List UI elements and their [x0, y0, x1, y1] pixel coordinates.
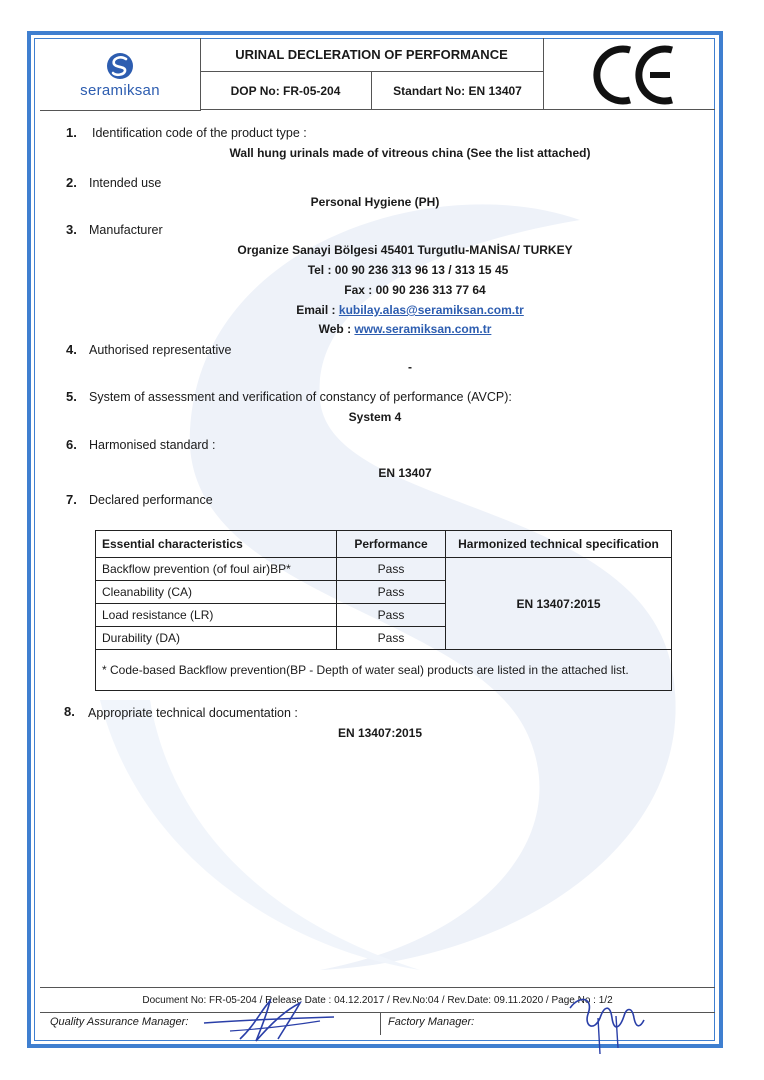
signature-divider: [380, 1013, 381, 1035]
item-2-value: Personal Hygiene (PH): [310, 195, 440, 209]
ce-cell: [544, 38, 715, 110]
col-header-specification: Harmonized technical specification: [446, 531, 672, 558]
manufacturer-email-line: [240, 303, 580, 317]
manufacturer-web-line: [270, 322, 540, 336]
table-footnote: * Code-based Backflow prevention(BP - Depth of water seal) products are listed in the attached list.: [96, 650, 672, 691]
factory-manager-signature: [560, 988, 650, 1058]
company-logo: [62, 52, 178, 100]
item-5-label: System of assessment and verification of constancy of performance (AVCP):: [89, 390, 512, 404]
item-1-number: 1.: [66, 125, 77, 140]
col-header-characteristic: Essential characteristics: [96, 531, 337, 558]
col-header-performance: Performance: [337, 531, 446, 558]
item-8-label: Appropriate technical documentation :: [88, 706, 298, 720]
item-8-value: EN 13407:2015: [337, 726, 423, 740]
table-row: [96, 558, 672, 581]
performance-table: [95, 530, 672, 691]
row-4-characteristic: Durability (DA): [96, 627, 337, 650]
item-4-number: 4.: [66, 342, 77, 357]
item-7-label: Declared performance: [89, 493, 213, 507]
row-3-characteristic: Load resistance (LR): [96, 604, 337, 627]
row-2-characteristic: Cleanability (CA): [96, 581, 337, 604]
item-6-number: 6.: [66, 437, 77, 452]
item-5-number: 5.: [66, 389, 77, 404]
item-4-label: Authorised representative: [89, 343, 232, 357]
web-link[interactable]: www.seramiksan.com.tr: [354, 322, 492, 336]
row-1-characteristic: Backflow prevention (of foul air)BP*: [96, 558, 337, 581]
manufacturer-tel: Tel : 00 90 236 313 96 13 / 313 15 45: [307, 263, 509, 277]
specification-cell: EN 13407:2015: [446, 558, 672, 650]
logo-wordmark: seramiksan: [80, 82, 160, 99]
document-title: URINAL DECLERATION OF PERFORMANCE: [200, 38, 544, 72]
row-3-performance: Pass: [337, 604, 446, 627]
ce-mark-icon: [592, 42, 682, 106]
row-1-performance: Pass: [337, 558, 446, 581]
email-link[interactable]: kubilay.alas@seramiksan.com.tr: [338, 303, 524, 317]
item-1-value: Wall hung urinals made of vitreous china (See the list attached): [229, 146, 591, 160]
item-2-label: Intended use: [89, 176, 162, 190]
item-3-label: Manufacturer: [89, 223, 163, 237]
item-1-label: Identification code of the product type :: [92, 126, 307, 140]
logo-emblem-icon: [104, 52, 136, 80]
item-2-number: 2.: [66, 175, 77, 190]
table-header-row: [96, 531, 672, 558]
standard-number: Standart No: EN 13407: [372, 72, 544, 110]
dop-number: DOP No: FR-05-204: [200, 72, 372, 110]
document-info-line: Document No: FR-05-204 / Release Date : 04.12.2017 / Rev.No:04 / Rev.Date: 09.11.2020 / Page No : 1/2: [40, 987, 715, 1013]
item-8-number: 8.: [64, 704, 75, 719]
manufacturer-fax: Fax : 00 90 236 313 77 64: [344, 283, 486, 297]
row-4-performance: Pass: [337, 627, 446, 650]
item-7-number: 7.: [66, 492, 77, 507]
item-3-number: 3.: [66, 222, 77, 237]
row-2-performance: Pass: [337, 581, 446, 604]
manufacturer-address: Organize Sanayi Bölgesi 45401 Turgutlu-MANİSA/ TURKEY: [237, 243, 573, 257]
table-note-row: [96, 650, 672, 691]
email-label: Email :: [296, 303, 336, 317]
item-5-value: System 4: [348, 410, 402, 424]
logo-cell: [40, 38, 201, 111]
item-6-value: EN 13407: [378, 466, 432, 480]
qa-manager-label: Quality Assurance Manager:: [50, 1016, 189, 1028]
item-6-label: Harmonised standard :: [89, 438, 216, 452]
web-label: Web :: [318, 322, 352, 336]
factory-manager-label: Factory Manager:: [388, 1016, 475, 1028]
qa-manager-signature: [200, 995, 340, 1047]
item-4-value: -: [408, 360, 412, 374]
